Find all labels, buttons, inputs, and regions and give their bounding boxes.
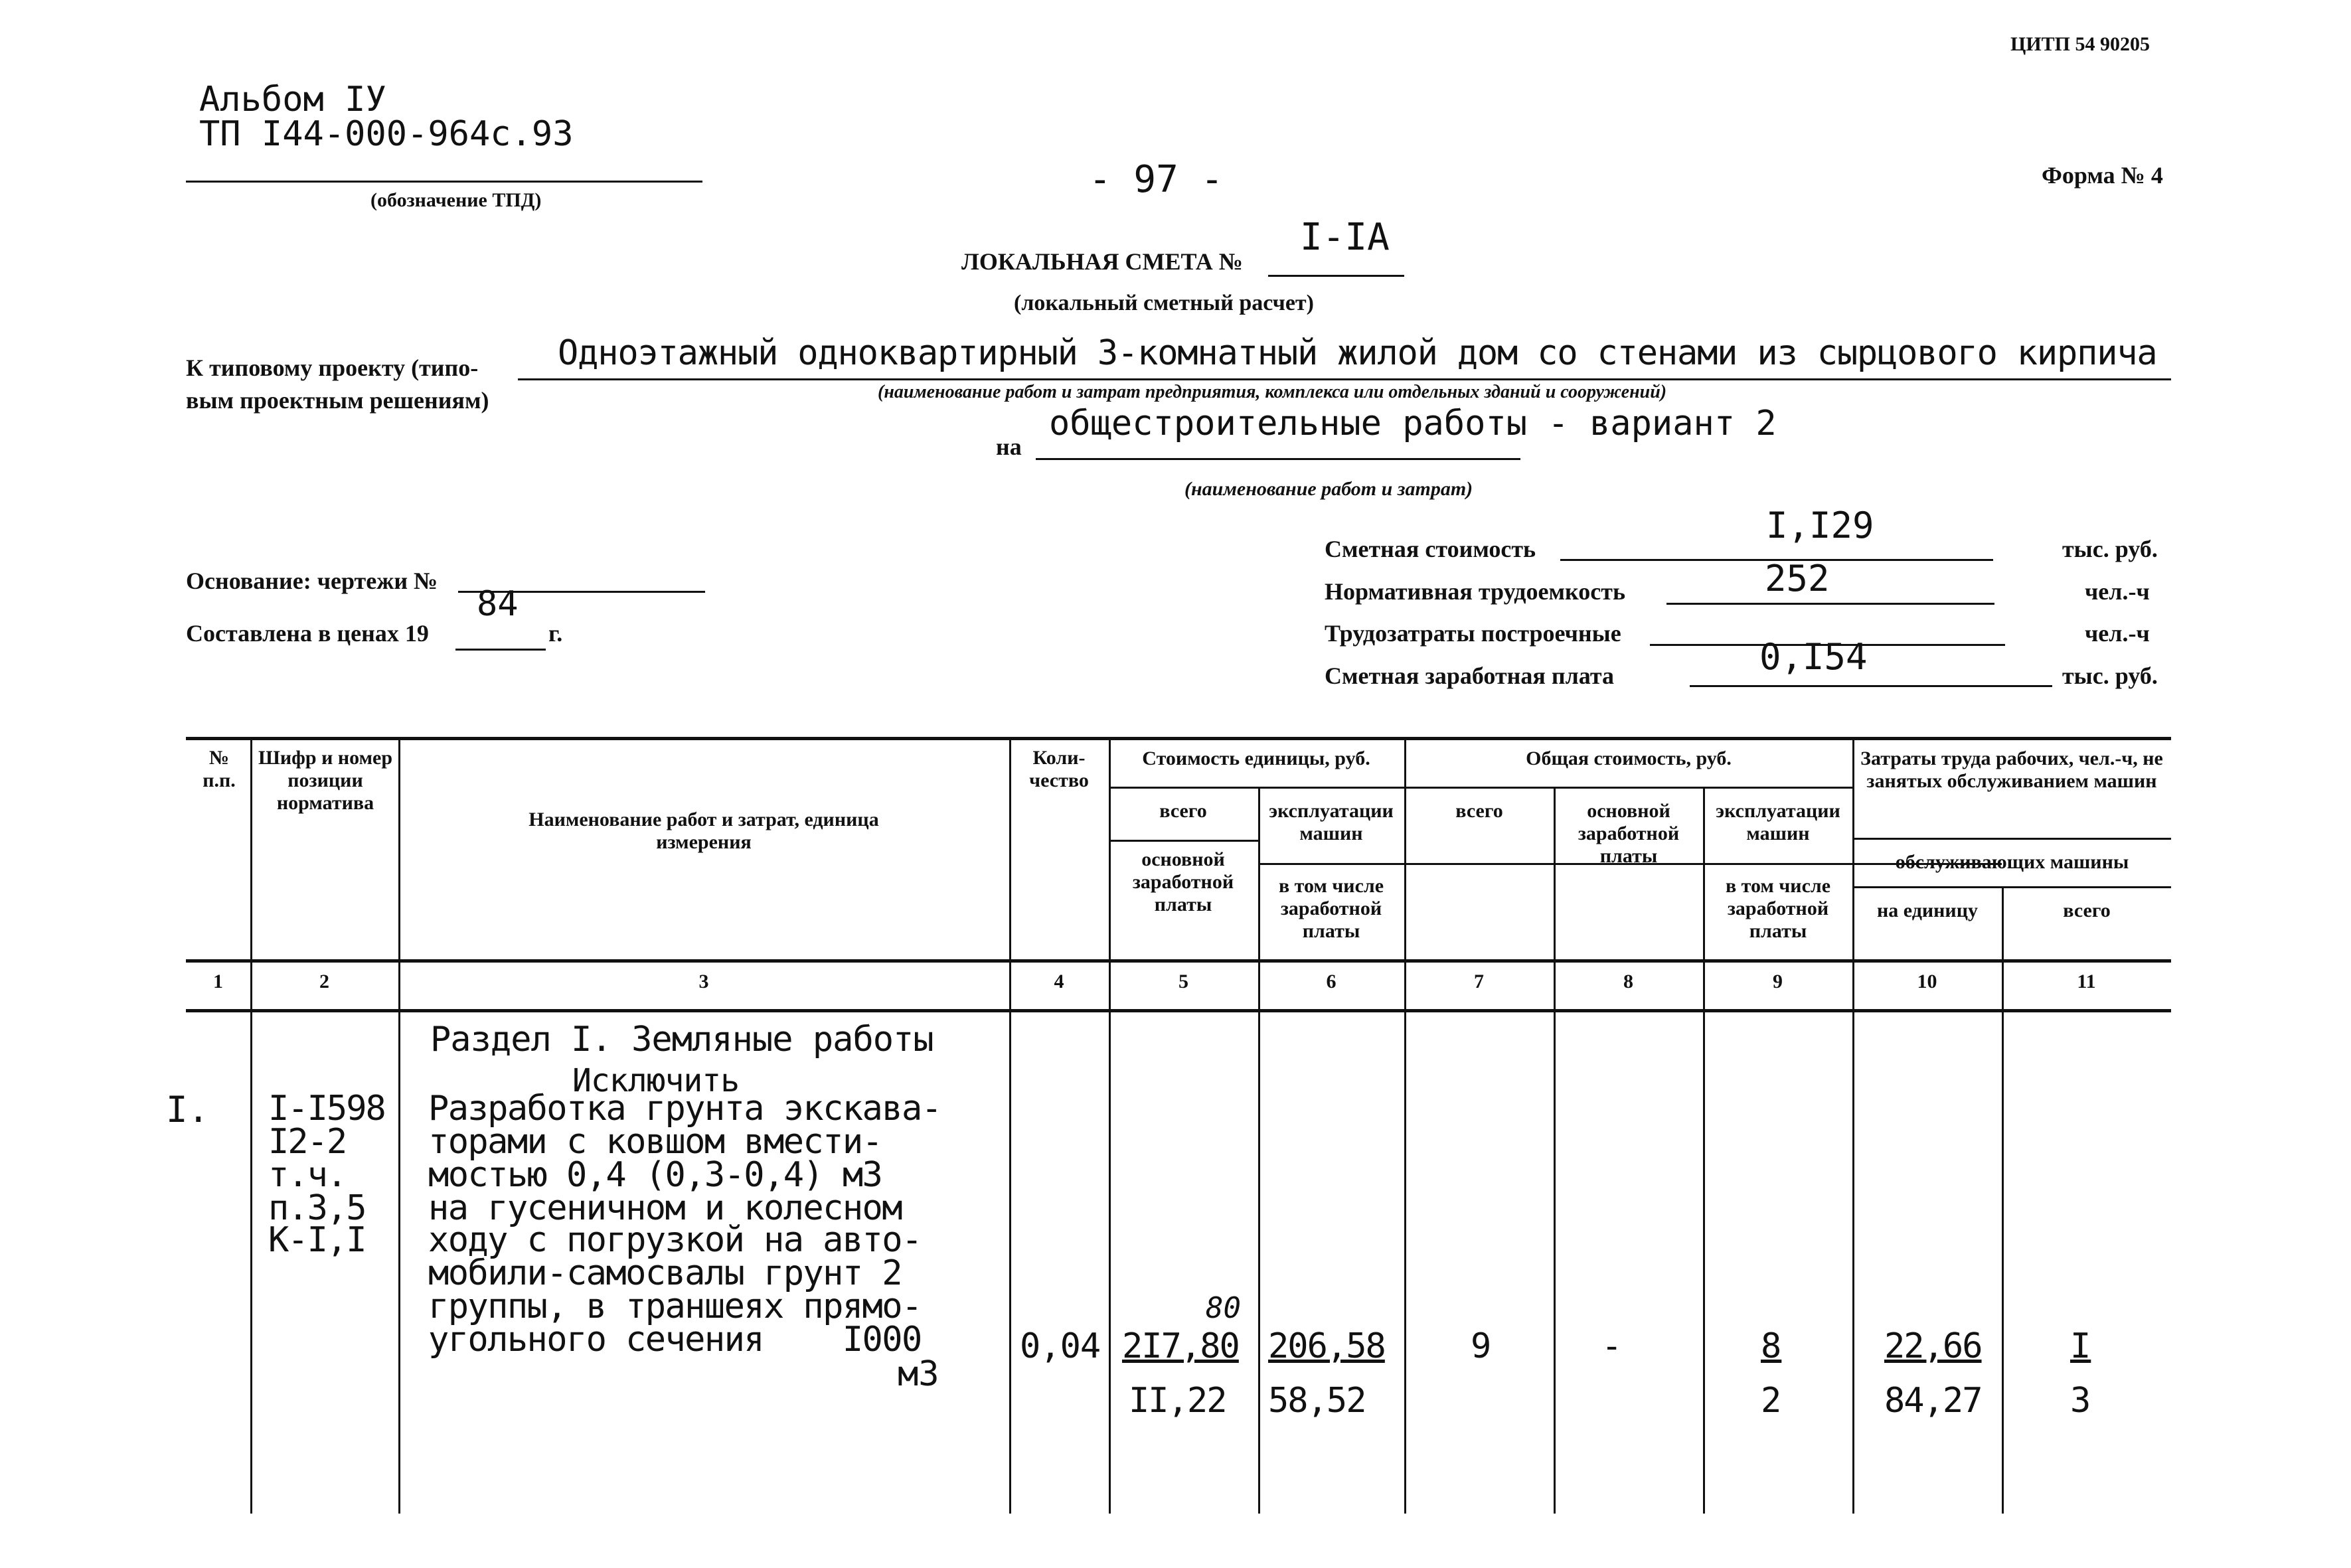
prices-year: 84 (477, 584, 519, 624)
project-name: Одноэтажный одноквартирный 3-комнатный жилой дом со стенами из сырцового кирпича (558, 333, 2157, 373)
project-label-line2: вым проектным решениям) (186, 387, 489, 414)
row-desc-1: Разработка грунта экскава- (428, 1089, 941, 1129)
row-desc-2: торами с ковшом вмести- (428, 1122, 882, 1162)
table-col-divider-2 (398, 737, 400, 1514)
header-c8: основной заработной платы (1578, 800, 1680, 867)
header-c6-top: эксплуатации машин (1269, 800, 1394, 844)
header-c5-bottom: основной заработной платы (1132, 848, 1234, 915)
header-c9-top: эксплуатации машин (1716, 800, 1840, 844)
tpd-underline (186, 181, 702, 183)
header-labor: Затраты труда рабочих, чел.-ч, не занятых обслуживанием машин (1860, 747, 2163, 792)
header-qty: Коли- чество (1029, 747, 1089, 791)
summary-value-wages: 0,I54 (1759, 636, 1868, 678)
header-num: № п.п. (203, 747, 236, 791)
row-unit: м3 (898, 1354, 939, 1394)
table-header-line-allcost (1109, 840, 1258, 842)
tp-designation: ТП I44-000-964с.93 (199, 114, 574, 154)
header-unit-cost: Стоимость единицы, руб. (1142, 747, 1370, 769)
table-col-divider-1 (250, 737, 252, 1514)
table-col-divider-6 (1404, 737, 1406, 1514)
prices-year-underline (455, 649, 546, 651)
colnum-1: 1 (213, 971, 223, 992)
table-colnum-bottom (186, 1009, 2171, 1012)
works-name: общестроительные работы - вариант 2 (1049, 404, 1777, 443)
table-header-line-unitcost (1109, 787, 1852, 789)
table-header-bottom (186, 959, 2171, 963)
colnum-6: 6 (1326, 971, 1337, 992)
colnum-10: 10 (1917, 971, 1937, 992)
row-desc-4: на гусеничном и колесном (428, 1188, 902, 1228)
section-title: Раздел I. Земляные работы (430, 1020, 933, 1059)
estimate-title: ЛОКАЛЬНАЯ СМЕТА № (961, 248, 1243, 275)
colnum-11: 11 (2077, 971, 2096, 992)
form-number: Форма № 4 (2042, 162, 2163, 189)
colnum-3: 3 (698, 971, 709, 992)
row-exclude-note: Исключить (572, 1062, 740, 1099)
row-desc-8: угольного сечения I000 (428, 1320, 922, 1360)
summary-label-labor-norm: Нормативная трудоемкость (1325, 578, 1625, 605)
document-code: ЦИТП 54 90205 (2010, 33, 2150, 55)
summary-label-cost: Сметная стоимость (1325, 536, 1536, 562)
colnum-9: 9 (1773, 971, 1783, 992)
row-c11-bottom: 3 (2070, 1381, 2091, 1421)
row-c7: 9 (1471, 1326, 1492, 1366)
row-quantity: 0,04 (1020, 1326, 1101, 1366)
album-label: Альбом IУ (199, 80, 386, 119)
estimate-number-underline (1268, 275, 1404, 277)
row-desc-3: мостью 0,4 (0,3-0,4) м3 (428, 1155, 882, 1195)
tpd-caption: (обозначение ТПД) (370, 189, 542, 211)
row-c8: - (1601, 1326, 1623, 1366)
row-c6-bottom: 58,52 (1268, 1381, 1366, 1421)
summary-value-cost: I,I29 (1766, 505, 1874, 546)
summary-underline-wages (1690, 685, 2052, 687)
works-na-label: на (996, 433, 1022, 460)
page-number: - 97 - (1089, 158, 1224, 201)
header-c7: всего (1455, 800, 1503, 822)
header-c6-bottom: в том числе заработной платы (1278, 875, 1384, 942)
summary-underline-labor-norm (1666, 603, 1994, 605)
row-code-4: п.3,5 (268, 1188, 366, 1228)
prices-year-suffix: г. (548, 620, 563, 647)
prices-label: Составлена в ценах 19 (186, 620, 429, 647)
table-header-line-service (1852, 886, 2171, 888)
row-code-3: т.ч. (268, 1155, 347, 1195)
works-underline (1036, 458, 1520, 460)
row-c5-top: 2I7,80 (1122, 1326, 1239, 1366)
row-c10-bottom: 84,27 (1884, 1381, 1982, 1421)
row-desc-5: ходу с погрузкой на авто- (428, 1220, 922, 1260)
colnum-8: 8 (1623, 971, 1633, 992)
row-code-2: I2-2 (268, 1122, 347, 1162)
summary-label-labor-site: Трудозатраты построечные (1325, 620, 1621, 647)
header-service: обслуживающих машины (1895, 851, 2129, 873)
summary-unit-labor-norm: чел.-ч (2085, 578, 2150, 605)
row-c11-top: I (2070, 1326, 2091, 1366)
header-name: Наименование работ и затрат, единица измерения (528, 809, 879, 853)
summary-unit-wages: тыс. руб. (2062, 663, 2158, 689)
header-total-cost: Общая стоимость, руб. (1526, 747, 1732, 769)
row-code-5: К-I,I (268, 1220, 366, 1260)
summary-unit-cost: тыс. руб. (2062, 536, 2158, 562)
header-c11: всего (2063, 900, 2111, 921)
project-label-line1: К типовому проекту (типо- (186, 354, 479, 381)
row-c10-top: 22,66 (1884, 1326, 1982, 1366)
project-name-underline (518, 378, 2171, 380)
table-col-divider-7 (1554, 787, 1556, 1514)
row-desc-7: группы, в траншеях прямо- (428, 1287, 922, 1326)
row-desc-6: мобили-самосвалы грунт 2 (428, 1253, 902, 1293)
header-c5-top: всего (1159, 800, 1207, 822)
project-name-caption: (наименование работ и затрат предприятия, комплекса или отдельных зданий и сооружений) (878, 382, 1667, 402)
row-c9-top: 8 (1761, 1326, 1782, 1366)
header-code: Шифр и номер позиции норматива (258, 747, 393, 814)
works-caption: (наименование работ и затрат) (1184, 478, 1473, 500)
row-code-1: I-I598 (268, 1089, 385, 1129)
row-c6-top: 206,58 (1268, 1326, 1385, 1366)
table-header-line-labor (1852, 838, 2171, 840)
row-c5-note: 80 (1206, 1291, 1241, 1325)
summary-unit-labor-site: чел.-ч (2085, 620, 2150, 647)
table-col-divider-3 (1009, 737, 1011, 1514)
row-c5-bottom: II,22 (1129, 1381, 1226, 1421)
colnum-4: 4 (1054, 971, 1064, 992)
estimate-number: I-IА (1300, 216, 1390, 259)
colnum-5: 5 (1178, 971, 1188, 992)
drawings-label: Основание: чертежи № (186, 568, 438, 594)
table-top-border (186, 737, 2171, 740)
estimate-subtitle: (локальный сметный расчет) (1014, 291, 1314, 315)
colnum-7: 7 (1474, 971, 1484, 992)
summary-value-labor-norm: 252 (1765, 558, 1830, 599)
header-c10: на единицу (1876, 900, 1979, 921)
row-number: I. (166, 1089, 210, 1131)
row-c9-bottom: 2 (1761, 1381, 1782, 1421)
colnum-2: 2 (319, 971, 329, 992)
summary-label-wages: Сметная заработная плата (1325, 663, 1614, 689)
header-c9-bottom: в том числе заработной платы (1725, 875, 1831, 942)
